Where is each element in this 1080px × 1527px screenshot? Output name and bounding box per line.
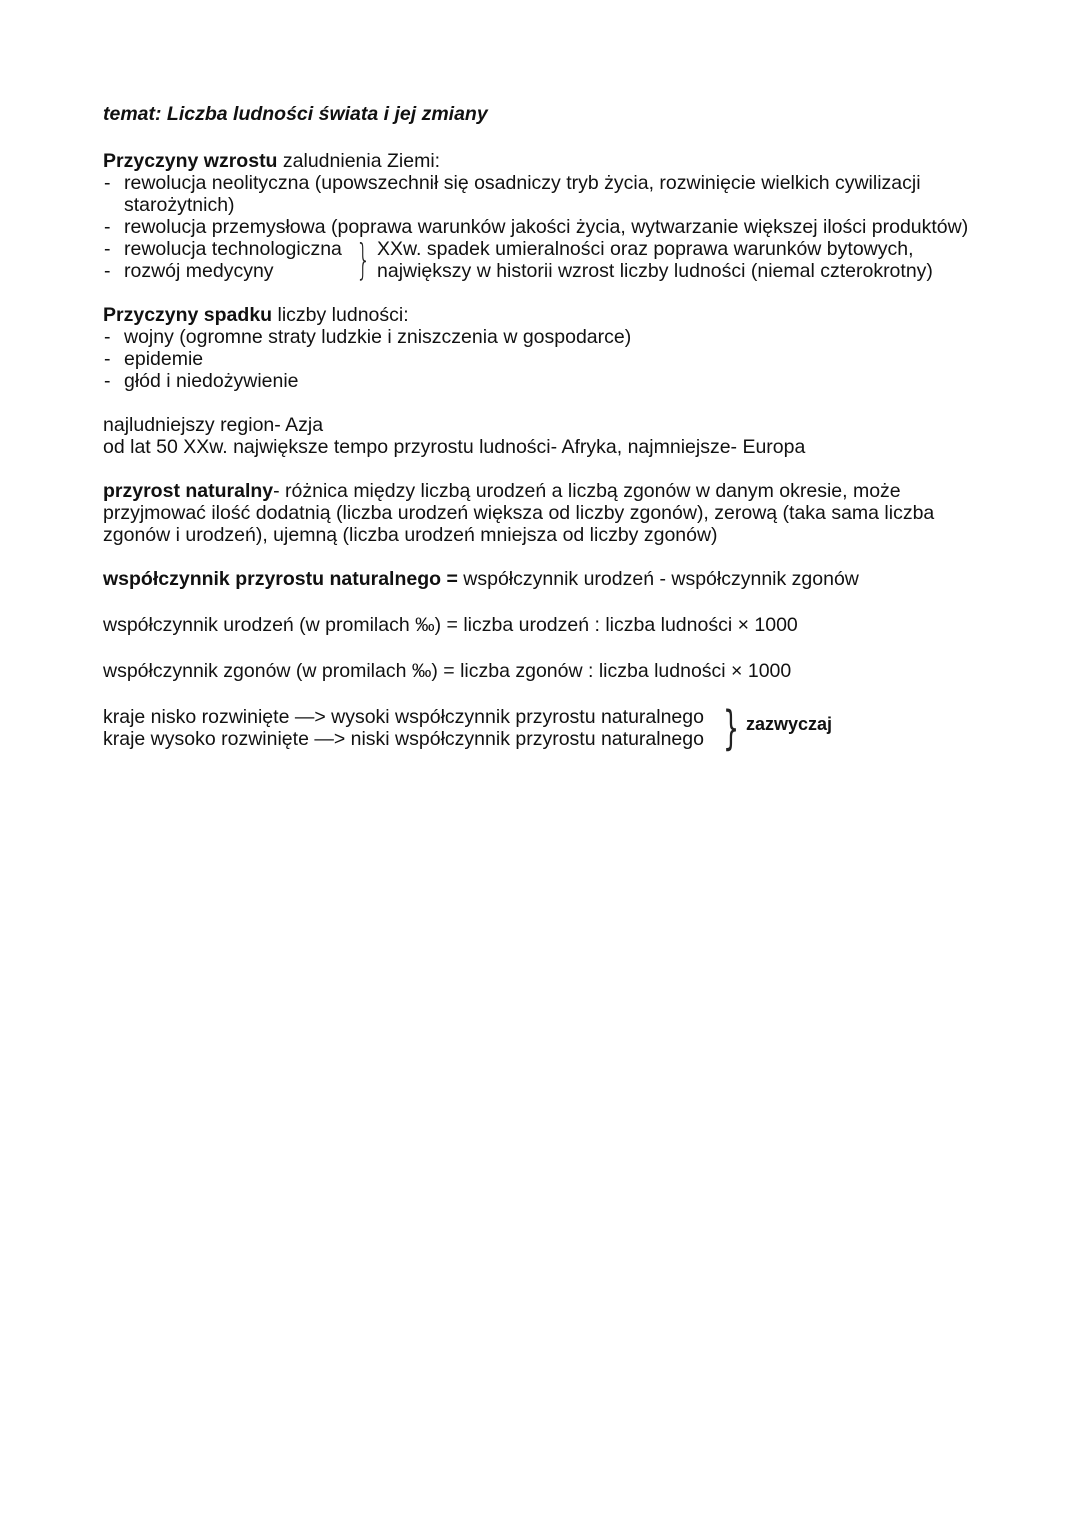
countries-line: kraje wysoko rozwinięte —> niski współczynnik przyrostu naturalnego xyxy=(103,728,704,750)
natural-growth-term: przyrost naturalny xyxy=(103,480,274,502)
growth-heading-bold: Przyczyny wzrostu xyxy=(103,150,278,172)
decline-heading xyxy=(103,304,983,326)
decline-section xyxy=(103,304,983,392)
countries-line: kraje nisko rozwinięte —> wysoki współczynnik przyrostu naturalnego xyxy=(103,706,704,728)
formula-birth-rate: współczynnik urodzeń (w promilach ‰) = liczba urodzeń : liczba ludności × 1000 xyxy=(103,614,798,636)
list-item: - wojny (ogromne straty ludzkie i zniszczenia w gospodarce) xyxy=(103,326,983,348)
list-item: - rozwój medycyny xyxy=(103,260,351,282)
formula-label: współczynnik przyrostu naturalnego = xyxy=(103,568,464,590)
natural-growth-text: - różnica między liczbą urodzeń a liczbą zgonów w danym okresie, może przyjmować ilość dodatnią (liczba urodzeń większa od liczby zgonów), zerową (taka sama liczba zgonów i urodzeń), ujemną (liczba urodzeń mniejsza od liczby zgonów) xyxy=(103,480,935,546)
grouped-note-line: XXw. spadek umieralności oraz poprawa warunków bytowych, xyxy=(377,238,914,260)
regions-line: najludniejszy region- Azja xyxy=(103,414,324,436)
document-page xyxy=(103,103,983,755)
natural-growth-section xyxy=(103,480,983,546)
decline-heading-rest: liczby ludności: xyxy=(272,304,409,326)
growth-list xyxy=(103,172,983,238)
growth-heading-rest: zaludnienia Ziemi: xyxy=(277,150,441,172)
countries-lines xyxy=(103,706,704,750)
list-item: - głód i niedożywienie xyxy=(103,370,983,392)
countries-note: zazwyczaj xyxy=(745,714,833,734)
regions-section xyxy=(103,414,983,458)
growth-section xyxy=(103,150,983,282)
formula-expression: współczynnik urodzeń - współczynnik zgonów xyxy=(463,568,859,590)
grouped-note-line: największy w historii wzrost liczby ludności (niemal czterokrotny) xyxy=(377,260,933,282)
decline-list xyxy=(103,326,983,392)
growth-grouped xyxy=(103,235,983,284)
list-item: - rewolucja technologiczna xyxy=(103,238,351,260)
regions-line: od lat 50 XXw. największe tempo przyrostu ludności- Afryka, najmniejsze- Europa xyxy=(103,436,806,458)
list-item: - epidemie xyxy=(103,348,983,370)
curly-brace-icon: } xyxy=(355,235,371,284)
curly-brace-icon: } xyxy=(722,701,740,755)
growth-grouped-list xyxy=(103,238,351,282)
formula-natural-growth xyxy=(103,568,983,590)
list-item: - rewolucja neolityczna (upowszechnił się osadniczy tryb życia, rozwinięcie wielkich cywilizacji starożytnich) xyxy=(103,172,983,216)
growth-grouped-note xyxy=(373,238,983,282)
countries-section xyxy=(103,701,983,755)
natural-growth-definition xyxy=(103,480,983,546)
decline-heading-bold: Przyczyny spadku xyxy=(103,304,273,326)
page-title: temat: Liczba ludności świata i jej zmiany xyxy=(103,103,488,125)
list-item: - rewolucja przemysłowa (poprawa warunków jakości życia, wytwarzanie większej ilości produktów) xyxy=(103,216,983,238)
formula-death-rate: współczynnik zgonów (w promilach ‰) = liczba zgonów : liczba ludności × 1000 xyxy=(103,660,792,682)
growth-heading xyxy=(103,150,983,172)
